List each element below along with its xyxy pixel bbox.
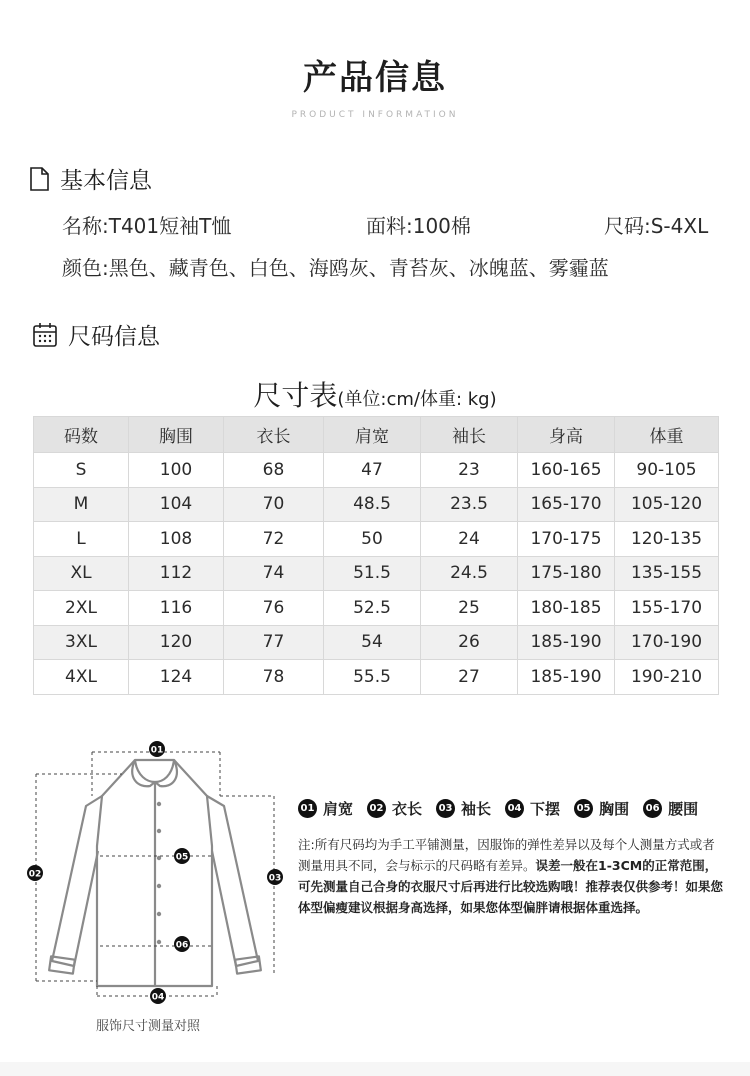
product-name: 名称:T401短袖T恤	[62, 214, 232, 238]
table-cell: 135-155	[615, 556, 719, 591]
table-cell: 124	[129, 660, 224, 695]
table-cell: 26	[421, 625, 518, 660]
table-row	[34, 522, 719, 557]
legend-number: 01	[298, 799, 317, 818]
table-cell: 112	[129, 556, 224, 591]
table-cell: 116	[129, 591, 224, 626]
table-title-unit: (单位:cm/体重: kg)	[337, 389, 497, 410]
col-header-height: 身高	[518, 417, 615, 453]
legend-label: 下摆	[530, 800, 561, 818]
page-title: 产品信息	[303, 58, 447, 98]
legend-label: 袖长	[461, 800, 492, 818]
table-row	[34, 556, 719, 591]
table-cell: S	[34, 453, 129, 488]
legend-number: 03	[436, 799, 455, 818]
table-cell: 160-165	[518, 453, 615, 488]
size-info-heading	[32, 318, 160, 351]
marker-06: 06	[175, 940, 189, 951]
legend-number: 04	[505, 799, 524, 818]
table-cell: 185-190	[518, 625, 615, 660]
col-header-length: 衣长	[224, 417, 324, 453]
table-cell: 76	[224, 591, 324, 626]
table-cell: 175-180	[518, 556, 615, 591]
page-subtitle: PRODUCT INFORMATION	[291, 110, 459, 120]
table-cell: 50	[324, 522, 421, 557]
table-title-main: 尺寸表	[253, 379, 338, 412]
table-row	[34, 487, 719, 522]
bottom-band	[0, 1062, 750, 1076]
table-cell: 77	[224, 625, 324, 660]
table-cell: 105-120	[615, 487, 719, 522]
table-cell: 48.5	[324, 487, 421, 522]
table-cell: 185-190	[518, 660, 615, 695]
legend-label: 胸围	[599, 800, 630, 818]
legend-item	[367, 798, 422, 819]
legend-label: 衣长	[392, 800, 423, 818]
table-cell: 180-185	[518, 591, 615, 626]
col-header-size: 码数	[34, 417, 129, 453]
product-colors: 颜色:黑色、藏青色、白色、海鸥灰、青苔灰、冰魄蓝、雾霾蓝	[62, 256, 609, 280]
marker-02: 02	[28, 869, 42, 880]
col-header-chest: 胸围	[129, 417, 224, 453]
table-cell: 23.5	[421, 487, 518, 522]
table-cell: 90-105	[615, 453, 719, 488]
table-cell: 4XL	[34, 660, 129, 695]
table-cell: 170-190	[615, 625, 719, 660]
table-cell: 100	[129, 453, 224, 488]
table-cell: 74	[224, 556, 324, 591]
basic-info-heading	[28, 162, 152, 195]
legend-label: 肩宽	[323, 800, 354, 818]
size-info-heading-label: 尺码信息	[68, 324, 160, 350]
table-cell: 55.5	[324, 660, 421, 695]
table-cell: 24	[421, 522, 518, 557]
size-table	[33, 416, 719, 695]
table-cell: 120-135	[615, 522, 719, 557]
legend-item	[436, 798, 491, 819]
table-cell: M	[34, 487, 129, 522]
size-table-header-row	[34, 417, 719, 453]
legend-item	[298, 798, 353, 819]
legend-number: 05	[574, 799, 593, 818]
table-cell: 54	[324, 625, 421, 660]
marker-01: 01	[150, 745, 164, 756]
shirt-measurement-diagram	[22, 736, 292, 1011]
col-header-weight: 体重	[615, 417, 719, 453]
col-header-sleeve: 袖长	[421, 417, 518, 453]
marker-05: 05	[175, 852, 189, 863]
product-size-range: 尺码:S-4XL	[604, 214, 709, 238]
table-cell: 155-170	[615, 591, 719, 626]
table-cell: 70	[224, 487, 324, 522]
legend-item	[574, 798, 629, 819]
note-text: 注:所有尺码均为手工平铺测量，因服饰的弹性差异以及每个人测量方式或者测量用具不同，会与标示的尺码略有差异。	[298, 837, 715, 873]
marker-03: 03	[268, 873, 282, 884]
basic-info-heading-label: 基本信息	[60, 168, 152, 194]
legend-item	[643, 798, 698, 819]
measurement-legend	[298, 798, 698, 819]
col-header-shoulder: 肩宽	[324, 417, 421, 453]
legend-item	[505, 798, 560, 819]
product-fabric: 面料:100棉	[366, 214, 471, 238]
table-cell: 190-210	[615, 660, 719, 695]
calendar-icon	[32, 322, 58, 348]
diagram-caption: 服饰尺寸测量对照	[96, 1019, 201, 1034]
table-cell: 120	[129, 625, 224, 660]
table-row	[34, 625, 719, 660]
table-cell: 165-170	[518, 487, 615, 522]
table-cell: 27	[421, 660, 518, 695]
table-row	[34, 591, 719, 626]
table-cell: 3XL	[34, 625, 129, 660]
document-icon	[28, 167, 50, 191]
measurement-note	[298, 834, 724, 918]
legend-number: 06	[643, 799, 662, 818]
legend-number: 02	[367, 799, 386, 818]
table-cell: 104	[129, 487, 224, 522]
table-cell: XL	[34, 556, 129, 591]
table-cell: 51.5	[324, 556, 421, 591]
note-text-bold: 误差一般在1-3CM的正常范围，可先测量自己合身的衣服尺寸后再进行比较选购哦！推荐表仅供参考！如果您体型偏瘦建议根据身高选择，如果您体型偏胖请根据体重选择。	[298, 858, 724, 915]
legend-label: 腰围	[668, 800, 699, 818]
table-cell: 52.5	[324, 591, 421, 626]
table-cell: 25	[421, 591, 518, 626]
table-row	[34, 660, 719, 695]
table-cell: 47	[324, 453, 421, 488]
table-cell: L	[34, 522, 129, 557]
table-cell: 78	[224, 660, 324, 695]
table-cell: 108	[129, 522, 224, 557]
table-cell: 72	[224, 522, 324, 557]
table-cell: 170-175	[518, 522, 615, 557]
table-cell: 24.5	[421, 556, 518, 591]
table-title	[0, 374, 750, 414]
table-row	[34, 453, 719, 488]
table-cell: 23	[421, 453, 518, 488]
table-cell: 2XL	[34, 591, 129, 626]
marker-04: 04	[151, 992, 165, 1003]
table-cell: 68	[224, 453, 324, 488]
